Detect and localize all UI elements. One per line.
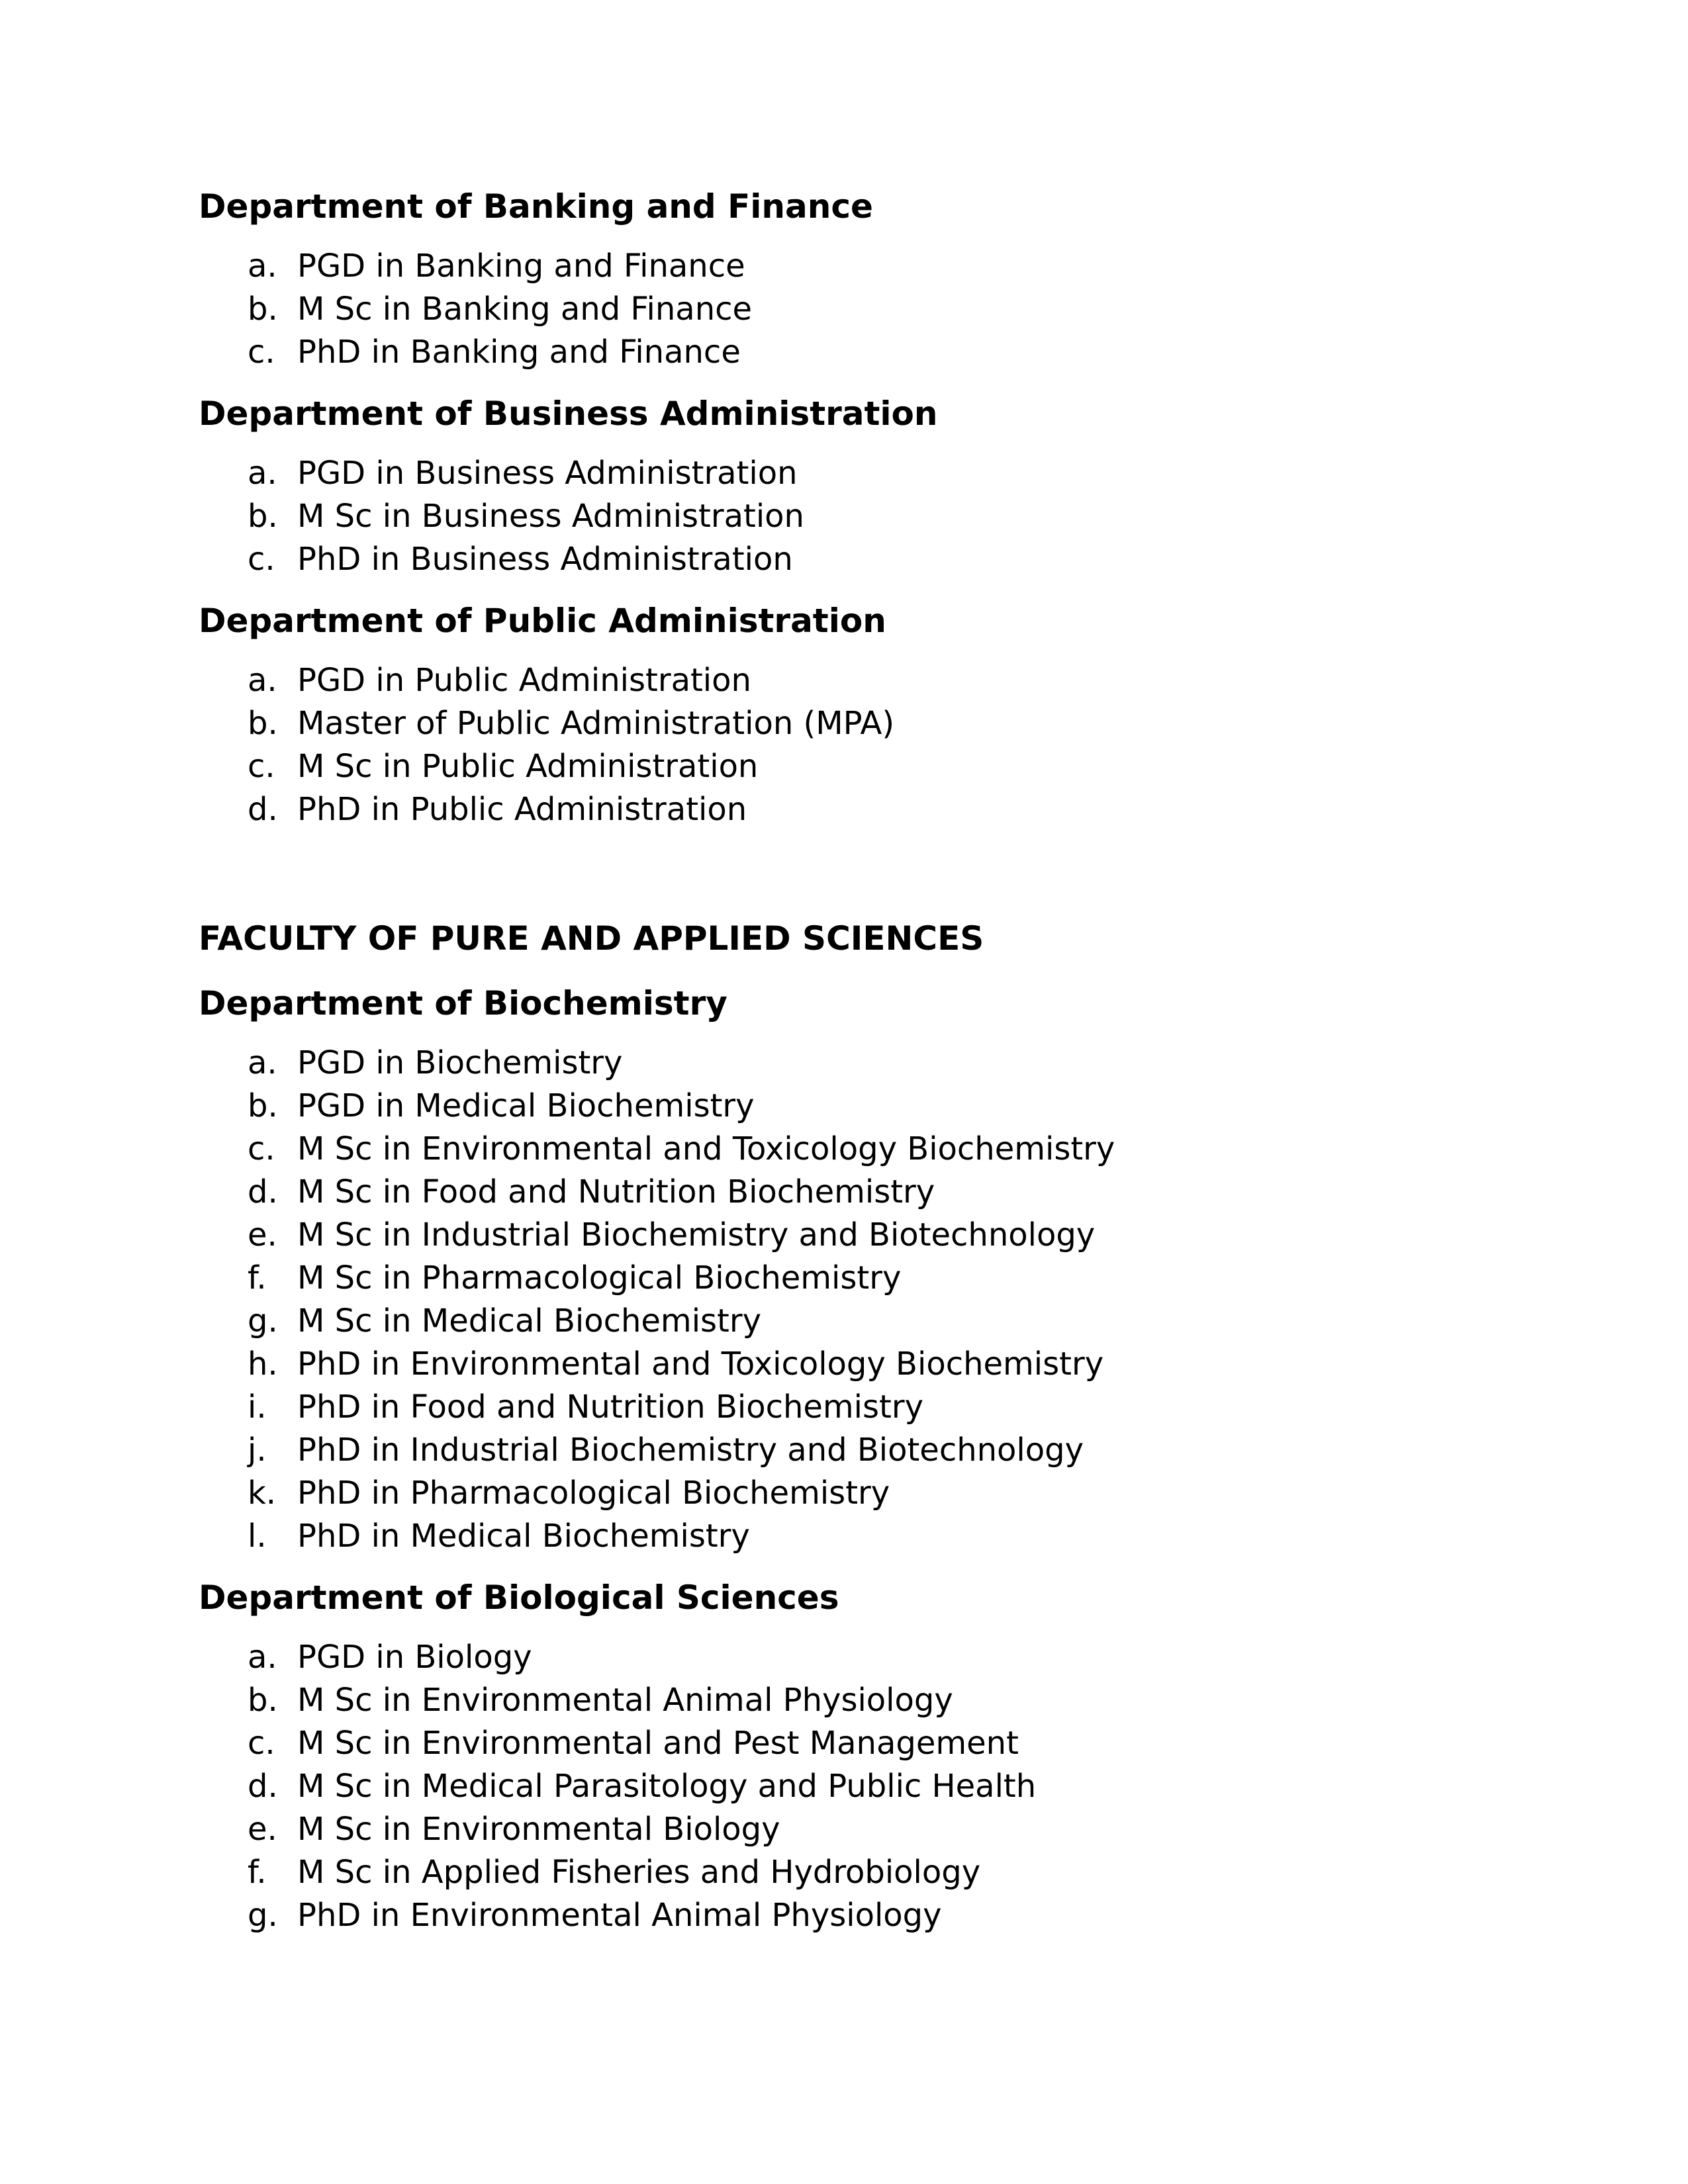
list-marker: b. [248,498,278,535]
list-item-text: M Sc in Environmental Animal Physiology [297,1682,953,1719]
list-item-text: PhD in Industrial Biochemistry and Biotechnology [297,1432,1084,1469]
list-marker: f. [248,1854,267,1891]
list-item-text: M Sc in Environmental Biology [297,1811,780,1848]
list-marker: j. [248,1432,267,1469]
list-marker: d. [248,791,278,828]
section-heading: Department of Public Administration [199,602,886,640]
list-marker: b. [248,291,278,328]
list-item-text: M Sc in Environmental and Pest Management [297,1725,1019,1762]
program-list [199,245,1523,374]
list-marker: a. [248,248,277,285]
section-public-administration [199,600,1523,831]
list-item-text: M Sc in Medical Parasitology and Public Health [297,1768,1037,1805]
list-item-text: M Sc in Food and Nutrition Biochemistry [297,1173,935,1210]
list-item [199,245,1523,288]
list-item [199,452,1523,495]
list-marker: i. [248,1388,267,1426]
list-item [199,1472,1523,1515]
list-item-text: PGD in Biochemistry [297,1044,623,1081]
faculty-heading: FACULTY OF PURE AND APPLIED SCIENCES [199,919,984,958]
list-item [199,1171,1523,1214]
list-item [199,788,1523,831]
list-marker: d. [248,1768,278,1805]
list-marker: b. [248,1682,278,1719]
list-item-text: PGD in Business Administration [297,455,798,492]
list-item-text: M Sc in Industrial Biochemistry and Biotechnology [297,1216,1096,1253]
list-item-text: PhD in Public Administration [297,791,747,828]
list-marker: c. [248,748,275,785]
section-biological-sciences [199,1576,1523,1937]
list-item-text: PGD in Public Administration [297,662,751,699]
list-item-text: M Sc in Banking and Finance [297,291,753,328]
list-item [199,1300,1523,1343]
section-business-administration [199,392,1523,581]
list-marker: h. [248,1345,278,1383]
list-marker: e. [248,1811,277,1848]
list-item-text: PhD in Medical Biochemistry [297,1518,750,1555]
list-marker: c. [248,334,275,371]
list-marker: c. [248,541,275,578]
list-item [199,1257,1523,1300]
list-item-text: M Sc in Business Administration [297,498,804,535]
list-marker: a. [248,662,277,699]
list-item [199,1085,1523,1128]
document-page [199,185,1523,1937]
list-item [199,1386,1523,1429]
program-list [199,452,1523,581]
list-item-text: Master of Public Administration (MPA) [297,705,895,742]
list-marker: g. [248,1897,278,1934]
list-item [199,1851,1523,1894]
list-marker: k. [248,1475,277,1512]
list-marker: a. [248,455,277,492]
section-heading: Department of Business Administration [199,394,938,433]
list-marker: b. [248,1087,278,1124]
list-item [199,1214,1523,1257]
list-marker: a. [248,1044,277,1081]
list-item-text: M Sc in Medical Biochemistry [297,1302,761,1340]
list-item-text: M Sc in Pharmacological Biochemistry [297,1259,902,1297]
list-item [199,1636,1523,1679]
list-item [199,1343,1523,1386]
program-list [199,1636,1523,1937]
section-biochemistry [199,982,1523,1558]
list-item-text: PhD in Pharmacological Biochemistry [297,1475,890,1512]
list-item [199,538,1523,581]
section-heading: Department of Biological Sciences [199,1578,839,1617]
list-marker: b. [248,705,278,742]
list-marker: d. [248,1173,278,1210]
list-item-text: PGD in Biology [297,1639,532,1676]
list-item-text: PGD in Banking and Finance [297,248,745,285]
list-item-text: M Sc in Applied Fisheries and Hydrobiology [297,1854,981,1891]
section-banking-finance [199,185,1523,374]
list-item [199,1515,1523,1558]
list-item-text: PhD in Environmental Animal Physiology [297,1897,942,1934]
list-item [199,702,1523,745]
list-item [199,1894,1523,1937]
list-marker: g. [248,1302,278,1340]
list-item [199,288,1523,331]
list-marker: c. [248,1725,275,1762]
list-item-text: PGD in Medical Biochemistry [297,1087,755,1124]
list-marker: f. [248,1259,267,1297]
list-marker: c. [248,1130,275,1167]
list-item [199,659,1523,702]
list-marker: a. [248,1639,277,1676]
list-item-text: PhD in Environmental and Toxicology Biochemistry [297,1345,1104,1383]
list-item-text: PhD in Food and Nutrition Biochemistry [297,1388,923,1426]
list-item [199,1042,1523,1085]
program-list [199,1042,1523,1558]
list-item [199,1808,1523,1851]
list-item [199,1722,1523,1765]
list-marker: l. [248,1518,267,1555]
list-item [199,1679,1523,1722]
list-item-text: M Sc in Environmental and Toxicology Biochemistry [297,1130,1115,1167]
list-item [199,1128,1523,1171]
list-item-text: PhD in Banking and Finance [297,334,741,371]
list-item [199,1765,1523,1808]
list-item [199,745,1523,788]
list-item [199,331,1523,374]
section-heading: Department of Biochemistry [199,984,727,1023]
list-item-text: PhD in Business Administration [297,541,793,578]
list-item [199,495,1523,538]
list-item [199,1429,1523,1472]
list-item-text: M Sc in Public Administration [297,748,759,785]
program-list [199,659,1523,831]
section-heading: Department of Banking and Finance [199,187,873,226]
list-marker: e. [248,1216,277,1253]
